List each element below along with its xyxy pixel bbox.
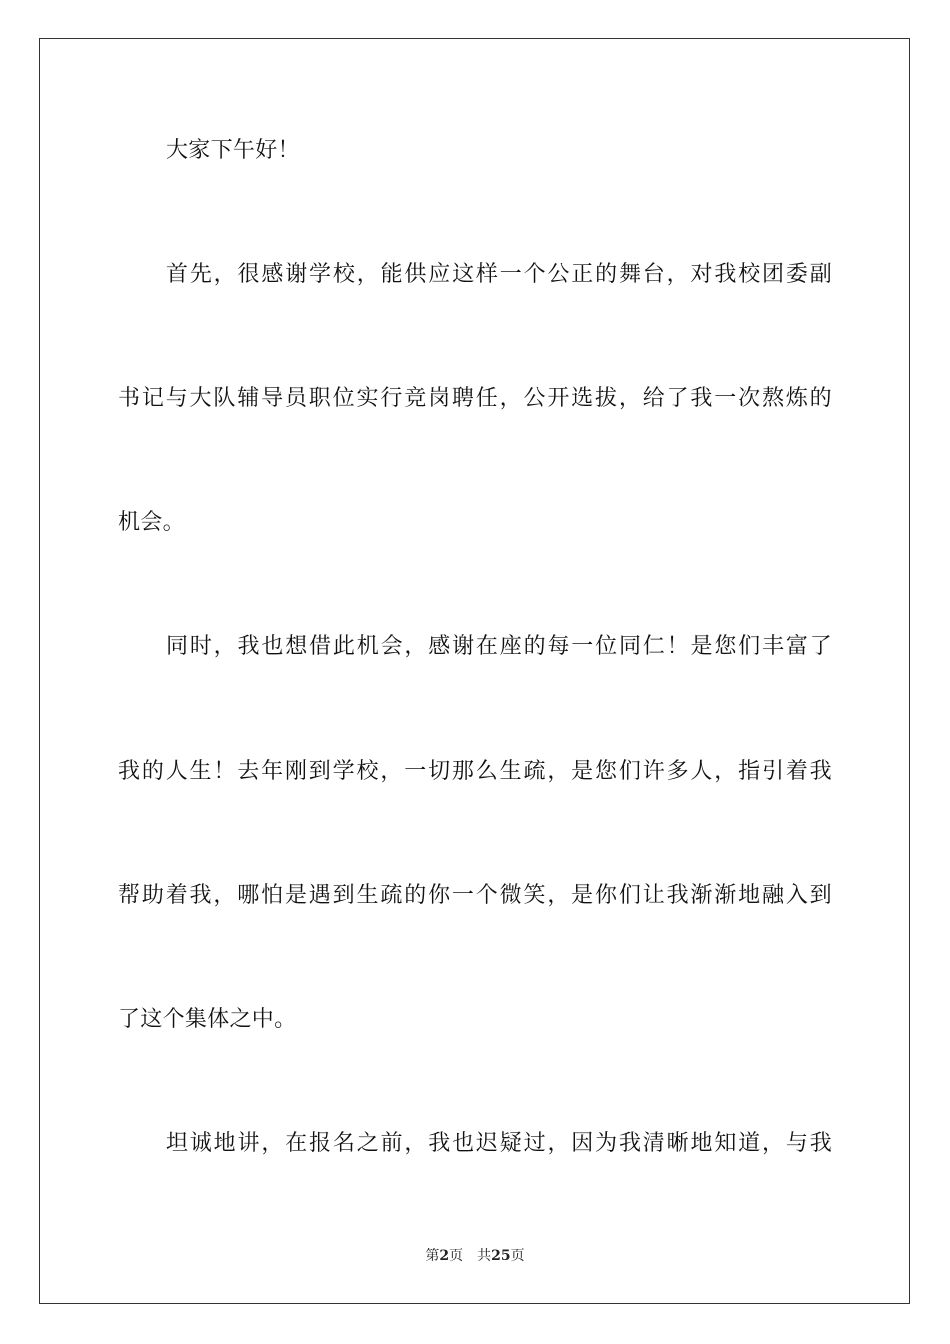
page-border: [39, 38, 910, 1304]
paragraph-1-line-1: 首先，很感谢学校，能供应这样一个公正的舞台，对我校团委副: [166, 262, 832, 287]
greeting-line: 大家下午好！: [166, 138, 300, 163]
paragraph-2-line-1: 同时，我也想借此机会，感谢在座的每一位同仁！是您们丰富了: [166, 634, 832, 659]
paragraph-2-line-2: 我的人生！去年刚到学校，一切那么生疏，是您们许多人，指引着我: [118, 759, 832, 784]
current-page-number: 2: [439, 1248, 450, 1264]
paragraph-2-line-3: 帮助着我，哪怕是遇到生疏的你一个微笑，是你们让我渐渐地融入到: [118, 883, 832, 908]
paragraph-2-line-4: 了这个集体之中。: [118, 1007, 297, 1032]
total-prefix: 共: [477, 1248, 492, 1264]
paragraph-1-line-2: 书记与大队辅导员职位实行竞岗聘任，公开选拔，给了我一次熬炼的: [118, 386, 832, 411]
page-footer: [0, 1246, 950, 1266]
page-prefix: 第: [425, 1248, 440, 1264]
total-page-count: 25: [491, 1248, 511, 1264]
paragraph-1-line-3: 机会。: [118, 510, 185, 535]
total-suffix: 页: [510, 1248, 525, 1264]
page-suffix: 页: [449, 1248, 464, 1264]
paragraph-3-line-1: 坦诚地讲，在报名之前，我也迟疑过，因为我清晰地知道，与我: [166, 1131, 832, 1156]
